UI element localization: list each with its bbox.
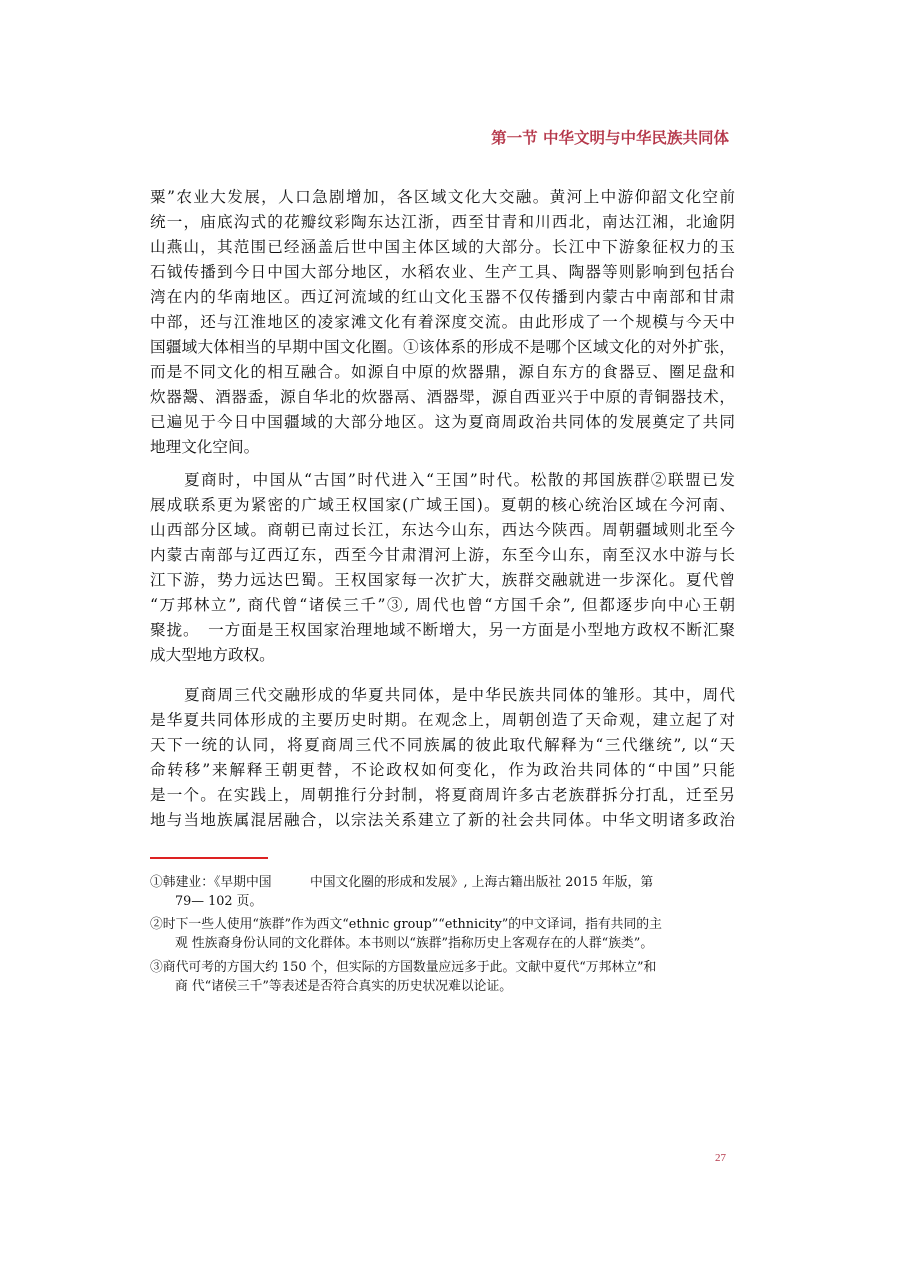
footnote-line: 观 性族裔身份认同的文化群体。本书则以“族群”指称历史上客观存在的人群“族类”。 <box>175 936 654 951</box>
text-line: 夏商时，中国从“古国”时代进入“王国”时代。松散的邦国族群②联盟已发 <box>184 471 735 489</box>
footnote-line: ①韩建业：《早期中国 中国文化圈的形成和发展》, 上海古籍出版社 2015 年版，第 <box>150 875 654 890</box>
text-line: 夏商周三代交融形成的华夏共同体，是中华民族共同体的雏形。其中，周代 <box>184 686 735 704</box>
text-line: 中部，还与江淮地区的凌家滩文化有着深度交流。由此形成了一个规模与今天中 <box>150 313 735 331</box>
text-line: 统一，庙底沟式的花瓣纹彩陶东达江浙，西至甘青和川西北，南达江湘，北逾阴 <box>150 213 735 231</box>
text-line: 山西部分区域。商朝已南过长江，东达今山东，西达今陕西。周朝疆域则北至今 <box>150 521 735 539</box>
text-line: 湾在内的华南地区。西辽河流域的红山文化玉器不仅传播到内蒙古中南部和甘肃 <box>150 288 735 306</box>
text-line: 山燕山，其范围已经涵盖后世中国主体区域的大部分。长江中下游象征权力的玉 <box>150 238 735 256</box>
text-line: “万邦林立”, 商代曾“诸侯三千”③, 周代也曾“方国千余”, 但都逐步向中心王朝 <box>150 596 735 614</box>
text-line: 展成联系更为紧密的广域王权国家(广域王国)。夏朝的核心统治区域在今河南、 <box>150 496 735 514</box>
footnote-divider <box>150 857 268 859</box>
text-line: 地理文化空间。 <box>150 438 260 456</box>
text-line: 石钺传播到今日中国大部分地区，水稻农业、生产工具、陶器等则影响到包括台 <box>150 263 735 281</box>
text-line: 命转移”来解释王朝更替，不论政权如何变化，作为政治共同体的“中国”只能 <box>150 761 735 779</box>
text-line: 炊器鬶、酒器盉，源自华北的炊器鬲、酒器斝，源自西亚兴于中原的青铜器技术， <box>150 388 735 406</box>
text-line: 国疆域大体相当的早期中国文化圈。①该体系的形成不是哪个区域文化的对外扩张， <box>150 338 735 356</box>
text-line: 聚拢。 一方面是王权国家治理地域不断增大，另一方面是小型地方政权不断汇聚 <box>150 621 735 639</box>
footnote-line: ②时下一些人使用“族群”作为西文“ethnic group”“ethnicity”的中文译词，指有共同的主 <box>150 917 662 932</box>
footnote-line: 商 代“诸侯三千”等表述是否符合真实的历史状况难以论证。 <box>175 979 513 994</box>
text-line: 地与当地族属混居融合，以宗法关系建立了新的社会共同体。中华文明诸多政治 <box>150 811 735 829</box>
footnote-line: 79— 102 页。 <box>175 894 263 909</box>
text-line: 已遍见于今日中国疆域的大部分地区。这为夏商周政治共同体的发展奠定了共同 <box>150 413 735 431</box>
page-header-title: 第一节 中华文明与中华民族共同体 <box>491 129 729 147</box>
text-line: 天下一统的认同，将夏商周三代不同族属的彼此取代解释为“三代继统”, 以“天 <box>150 736 735 754</box>
text-line: 内蒙古南部与辽西辽东，西至今甘肃渭河上游，东至今山东，南至汉水中游与长 <box>150 546 735 564</box>
page-number: 27 <box>715 1152 726 1164</box>
text-line: 江下游，势力远达巴蜀。王权国家每一次扩大，族群交融就进一步深化。夏代曾 <box>150 571 735 589</box>
text-line: 是一个。在实践上，周朝推行分封制，将夏商周许多古老族群拆分打乱，迁至另 <box>150 786 735 804</box>
text-line: 粟”农业大发展，人口急剧增加，各区域文化大交融。黄河上中游仰韶文化空前 <box>150 188 735 206</box>
text-line: 而是不同文化的相互融合。如源自中原的炊器鼎，源自东方的食器豆、圈足盘和 <box>150 363 735 381</box>
text-line: 是华夏共同体形成的主要历史时期。在观念上，周朝创造了天命观，建立起了对 <box>150 711 735 729</box>
text-line: 成大型地方政权。 <box>150 646 275 664</box>
footnote-line: ③商代可考的方国大约 150 个，但实际的方国数量应远多于此。文献中夏代“万邦林立”和 <box>150 960 657 975</box>
